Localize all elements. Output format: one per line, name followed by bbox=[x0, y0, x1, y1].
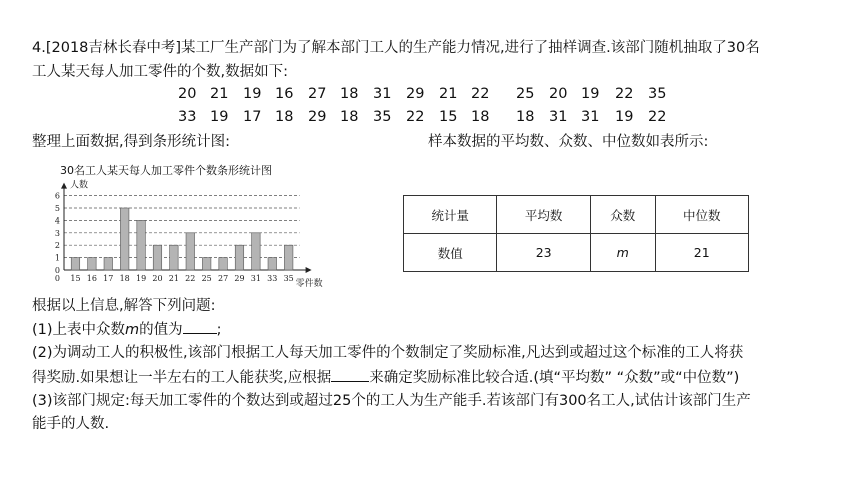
y-tick-label: 2 bbox=[54, 241, 60, 251]
chart-title: 30名工人某天每人加工零件个数条形统计图 bbox=[60, 164, 272, 177]
bar bbox=[170, 245, 179, 270]
table-intro: 样本数据的平均数、众数、中位数如表所示: bbox=[428, 134, 709, 150]
stats-table bbox=[403, 195, 749, 272]
bar bbox=[153, 245, 162, 270]
data-value: 21 bbox=[210, 86, 229, 102]
x-tick-label: 21 bbox=[168, 274, 179, 283]
bar-chart bbox=[50, 172, 350, 302]
x-tick-label: 19 bbox=[135, 274, 147, 283]
bar bbox=[219, 258, 228, 270]
value-cell-mean: 23 bbox=[497, 234, 590, 272]
data-value: 35 bbox=[373, 109, 392, 125]
chart-intro: 整理上面数据,得到条形统计图: bbox=[32, 134, 230, 150]
header-cell-mean: 平均数 bbox=[497, 196, 590, 234]
x-tick-label: 25 bbox=[201, 274, 212, 283]
data-value: 29 bbox=[406, 86, 425, 102]
data-value: 19 bbox=[581, 86, 600, 102]
bar bbox=[284, 245, 293, 270]
data-value: 20 bbox=[549, 86, 568, 102]
y-axis-label: 人数 bbox=[70, 180, 89, 191]
answer-blank-2[interactable] bbox=[331, 367, 369, 382]
x-tick-label: 27 bbox=[217, 274, 229, 283]
data-value: 31 bbox=[549, 109, 568, 125]
data-value: 25 bbox=[516, 86, 535, 102]
x-tick-label: 20 bbox=[152, 274, 163, 283]
x-tick-label: 22 bbox=[185, 274, 196, 283]
y-tick-label: 4 bbox=[54, 216, 60, 226]
data-value: 18 bbox=[471, 109, 490, 125]
question-1: (1)上表中众数m的值为 ; bbox=[32, 319, 222, 340]
data-value: 21 bbox=[439, 86, 458, 102]
header-cell-mode: 众数 bbox=[590, 196, 655, 234]
data-value: 18 bbox=[340, 109, 359, 125]
x-tick-label: 16 bbox=[86, 274, 97, 283]
answer-blank-1[interactable] bbox=[183, 319, 217, 334]
x-tick-label: 15 bbox=[70, 274, 81, 283]
bar bbox=[137, 220, 146, 270]
question-3-line-1: (3)该部门规定:每天加工零件的个数达到或超过25个的工人为生产能手.若该部门有300名工人,试估计该部门生产 bbox=[32, 393, 751, 409]
data-value: 33 bbox=[178, 109, 197, 125]
y-tick-label: 3 bbox=[54, 228, 60, 238]
data-value: 27 bbox=[308, 86, 327, 102]
data-value: 35 bbox=[648, 86, 667, 102]
header-cell-median: 中位数 bbox=[655, 196, 748, 234]
data-value: 22 bbox=[406, 109, 425, 125]
data-value: 22 bbox=[615, 86, 634, 102]
problem-line-2: 工人某天每人加工零件的个数,数据如下: bbox=[32, 64, 288, 80]
data-value: 19 bbox=[210, 109, 229, 125]
bar bbox=[71, 258, 80, 270]
data-value: 18 bbox=[340, 86, 359, 102]
x-tick-label: 29 bbox=[234, 274, 245, 283]
data-value: 15 bbox=[439, 109, 458, 125]
data-value: 22 bbox=[648, 109, 667, 125]
bar bbox=[120, 208, 128, 270]
data-value: 19 bbox=[615, 109, 634, 125]
x-axis-arrow bbox=[306, 267, 312, 273]
question-2-line-2: 得奖励.如果想让一半左右的工人能获奖,应根据 来确定奖励标准比较合适.(填“平均数” “众数”或“中位数”) bbox=[32, 367, 739, 388]
bar bbox=[202, 258, 211, 270]
data-value: 31 bbox=[581, 109, 600, 125]
y-tick-label: 5 bbox=[54, 204, 60, 213]
value-cell-mode: m bbox=[590, 234, 655, 272]
data-value: 29 bbox=[308, 109, 327, 125]
x-tick-label: 31 bbox=[250, 274, 261, 283]
question-3-line-2: 能手的人数. bbox=[32, 416, 110, 432]
data-value: 18 bbox=[516, 109, 535, 125]
y-tick-label: 1 bbox=[54, 253, 60, 263]
bar bbox=[235, 245, 244, 270]
value-cell-median: 21 bbox=[655, 234, 748, 272]
origin-label: 0 bbox=[54, 274, 60, 283]
x-axis-label: 零件数 bbox=[295, 279, 323, 289]
header-cell-statistic: 统计量 bbox=[404, 196, 497, 234]
data-value: 22 bbox=[471, 86, 490, 102]
questions-intro: 根据以上信息,解答下列问题: bbox=[32, 298, 216, 314]
table-header-row bbox=[404, 196, 749, 234]
bar bbox=[186, 233, 195, 270]
data-value: 18 bbox=[275, 109, 294, 125]
data-value: 20 bbox=[178, 86, 197, 102]
x-tick-label: 17 bbox=[103, 274, 114, 283]
question-2-line-1: (2)为调动工人的积极性,该部门根据工人每天加工零件的个数制定了奖励标准,凡达到或超过这个标准的工人将获 bbox=[32, 345, 744, 361]
data-row-2 bbox=[178, 109, 680, 125]
bar bbox=[252, 233, 261, 270]
table-value-row bbox=[404, 234, 749, 272]
y-axis-arrow bbox=[61, 183, 67, 189]
x-tick-label: 35 bbox=[283, 274, 294, 283]
x-tick-label: 33 bbox=[267, 274, 278, 283]
data-value: 19 bbox=[243, 86, 262, 102]
data-value: 16 bbox=[275, 86, 294, 102]
bar bbox=[104, 258, 113, 270]
bar bbox=[88, 258, 97, 270]
value-cell-label: 数值 bbox=[404, 234, 497, 272]
y-tick-label: 0 bbox=[54, 266, 60, 275]
y-tick-label: 6 bbox=[54, 191, 60, 201]
data-value: 31 bbox=[373, 86, 392, 102]
bar bbox=[268, 258, 277, 270]
x-tick-label: 18 bbox=[119, 274, 130, 283]
data-row-1 bbox=[178, 86, 680, 102]
data-value: 17 bbox=[243, 109, 262, 125]
problem-line-1: 4.[2018吉林长春中考]某工厂生产部门为了解本部门工人的生产能力情况,进行了抽样调查.该部门随机抽取了30名 bbox=[32, 40, 760, 56]
